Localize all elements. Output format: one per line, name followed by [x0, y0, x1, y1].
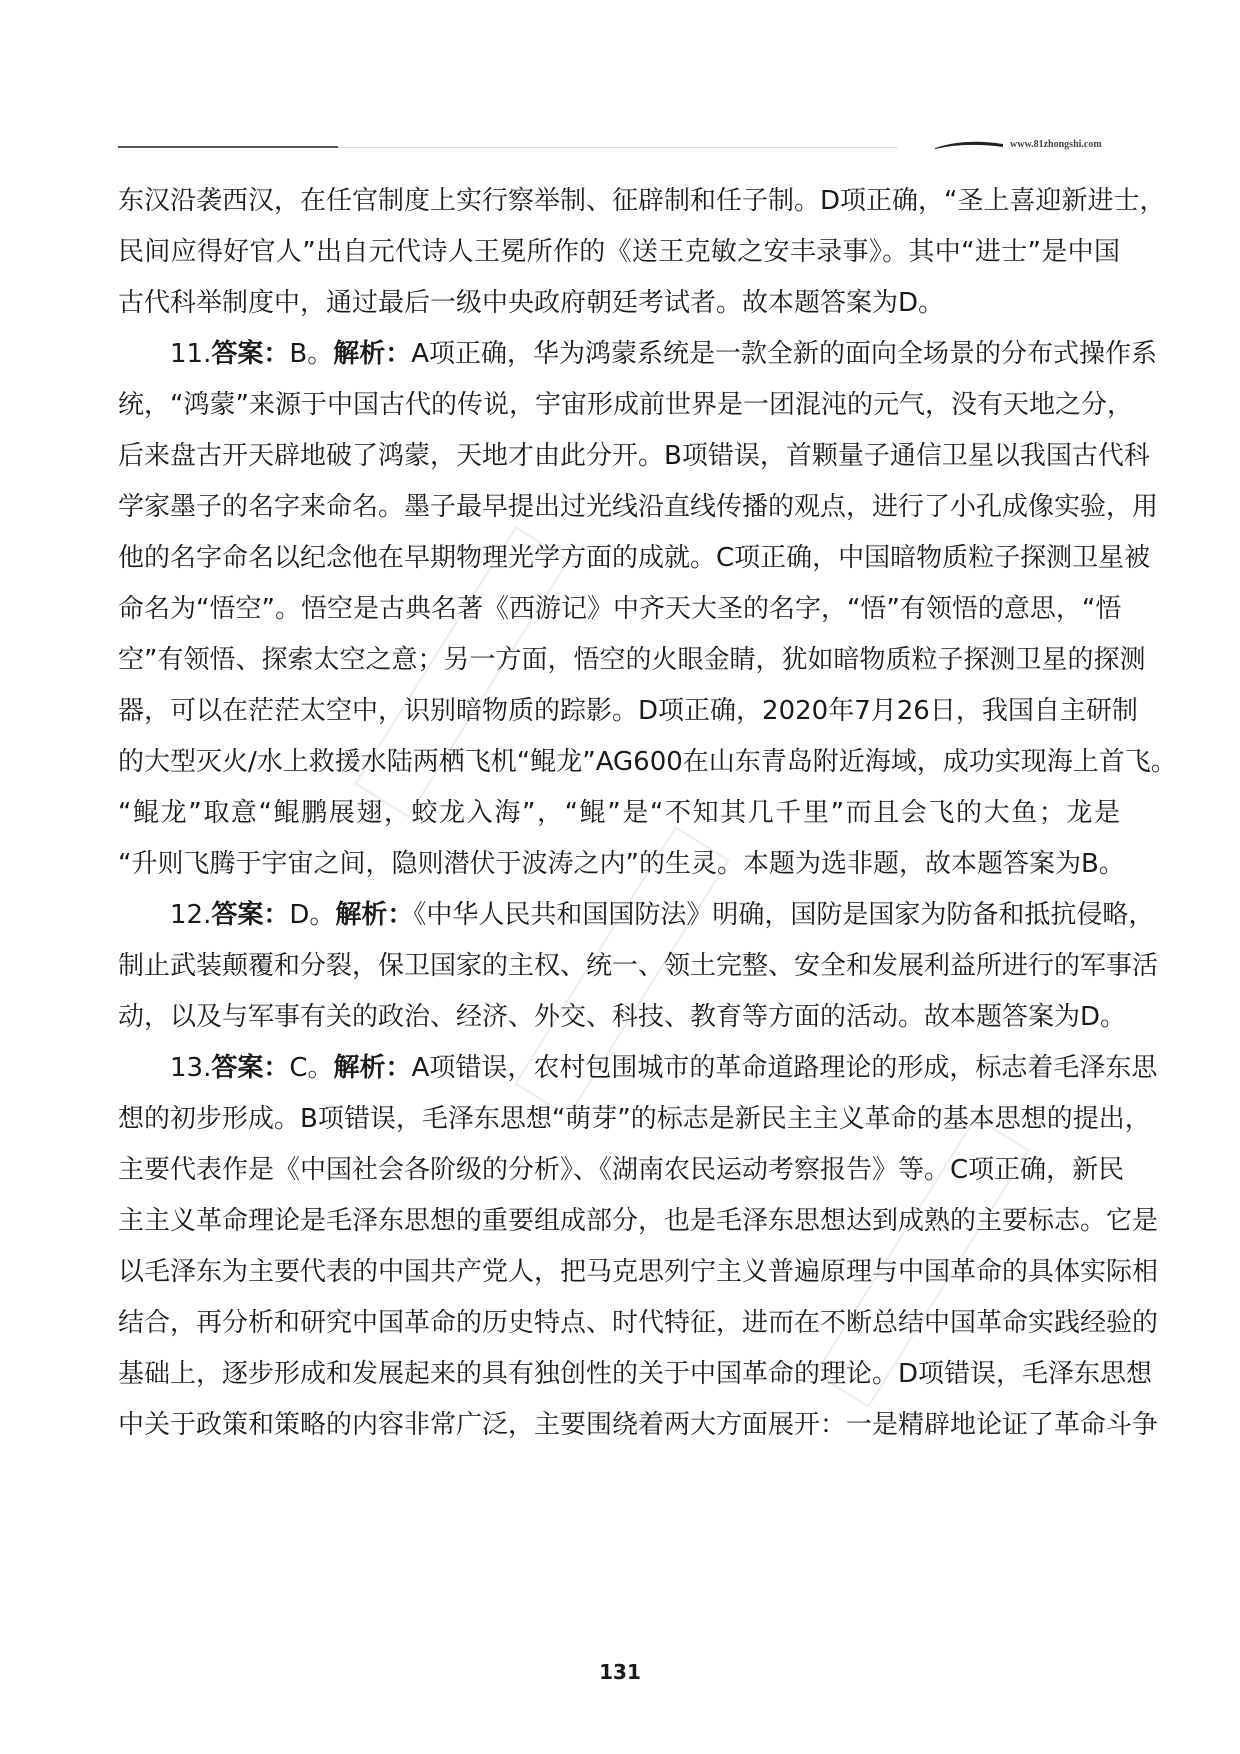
page-number: 131 [599, 1660, 641, 1684]
text-segment: 11. [170, 339, 212, 369]
header-rule [118, 146, 338, 148]
answer-heading-line [118, 329, 1158, 380]
text-line: 结合，再分析和研究中国革命的历史特点、时代特征，进而在不断总结中国革命实践经验的 [118, 1308, 1159, 1338]
text-line: “鲲龙”取意“鲲鹏展翅，蛟龙入海”，“鲲”是“不知其几千里”而且会飞的大鱼；龙是 [118, 798, 1120, 828]
text-line: 命名为“悟空”。悟空是古典名著《西游记》中齐天大圣的名字，“悟”有领悟的意思，“悟 [118, 594, 1122, 624]
text-line: 空”有领悟、探索太空之意；另一方面，悟空的火眼金睛，犹如暗物质粒子探测卫星的探测 [118, 645, 1146, 675]
text-line: “升则飞腾于宇宙之间，隐则潜伏于波涛之内”的生灵。本题为选非题，故本题答案为B。 [118, 849, 1125, 879]
text-line: 的大型灭火/水上救援水陆两栖飞机“鲲龙”AG600在山东青岛附近海域，成功实现海上首飞。 [118, 747, 1177, 777]
text-segment: C。 [289, 1053, 334, 1083]
answer-paragraph [118, 329, 1177, 890]
document-body [118, 176, 1177, 1451]
text-segment: 答案： [211, 900, 290, 930]
text-segment: B。 [289, 339, 334, 369]
text-segment: 解析： [333, 1053, 412, 1083]
text-line: 制止武装颠覆和分裂，保卫国家的主权、统一、领土完整、安全和发展利益所进行的军事活 [118, 951, 1159, 981]
text-line: 中关于政策和策略的内容非常广泛，主要围绕着两大方面展开：一是精辟地论证了革命斗争 [118, 1410, 1159, 1440]
text-line: 他的名字命名以纪念他在早期物理光学方面的成就。C项正确，中国暗物质粒子探测卫星被 [118, 543, 1151, 573]
text-line: 基础上，逐步形成和发展起来的具有独创性的关于中国革命的理论。D项错误，毛泽东思想 [118, 1359, 1153, 1389]
paragraph [118, 176, 1166, 329]
answer-paragraph [118, 890, 1159, 1043]
text-line: 后来盘古开天辟地破了鸿蒙，天地才由此分开。B项错误，首颗量子通信卫星以我国古代科 [118, 441, 1150, 471]
logo-swoosh-icon [935, 138, 1005, 150]
answer-heading-line [118, 1043, 1158, 1094]
text-segment: 《中华人民共和国国防法》明确，国防是国家为防备和抵抗侵略， [413, 900, 1155, 930]
text-line: 学家墨子的名字来命名。墨子最早提出过光线沿直线传播的观点，进行了小孔成像实验，用 [118, 492, 1159, 522]
answer-paragraph [118, 1043, 1159, 1451]
text-line: 统，“鸿蒙”来源于中国古代的传说，宇宙形成前世界是一团混沌的元气，没有天地之分， [118, 390, 1133, 420]
text-segment: A项错误，农村包围城市的革命道路理论的形成，标志着毛泽东思 [411, 1053, 1158, 1083]
text-segment: 答案： [211, 1053, 290, 1083]
text-line: 动，以及与军事有关的政治、经济、外交、科技、教育等方面的活动。故本题答案为D。 [118, 1002, 1127, 1032]
text-line: 器，可以在茫茫太空中，识别暗物质的踪影。D项正确，2020年7月26日，我国自主研制 [118, 696, 1138, 726]
text-segment: 解析： [333, 339, 412, 369]
header-site: www.81zhongshi.com [1010, 139, 1102, 150]
text-segment: A项正确，华为鸿蒙系统是一款全新的面向全场景的分布式操作系 [411, 339, 1158, 369]
text-segment: D。 [289, 900, 336, 930]
text-segment: 解析： [335, 900, 414, 930]
text-line: 以毛泽东为主要代表的中国共产党人，把马克思列宁主义普遍原理与中国革命的具体实际相 [118, 1257, 1159, 1287]
answer-heading-line [118, 890, 1155, 941]
text-line: 主要代表作是《中国社会各阶级的分析》、《湖南农民运动考察报告》等。C项正确，新民 [118, 1155, 1125, 1185]
text-line: 主主义革命理论是毛泽东思想的重要组成部分，也是毛泽东思想达到成熟的主要标志。它是 [118, 1206, 1159, 1236]
text-segment: 13. [170, 1053, 212, 1083]
text-line: 古代科举制度中，通过最后一级中央政府朝廷考试者。故本题答案为D。 [118, 288, 945, 318]
header-rule-faint [338, 147, 898, 148]
text-segment: 答案： [211, 339, 290, 369]
text-segment: 12. [170, 900, 212, 930]
text-line: 民间应得好官人”出自元代诗人王冕所作的《送王克敏之安丰录事》。其中“进士”是中国 [118, 237, 1120, 267]
text-line: 想的初步形成。B项错误，毛泽东思想“萌芽”的标志是新民主主义革命的基本思想的提出， [118, 1104, 1151, 1134]
text-line: 东汉沿袭西汉，在任官制度上实行察举制、征辟制和任子制。D项正确，“圣上喜迎新进士， [118, 186, 1166, 216]
